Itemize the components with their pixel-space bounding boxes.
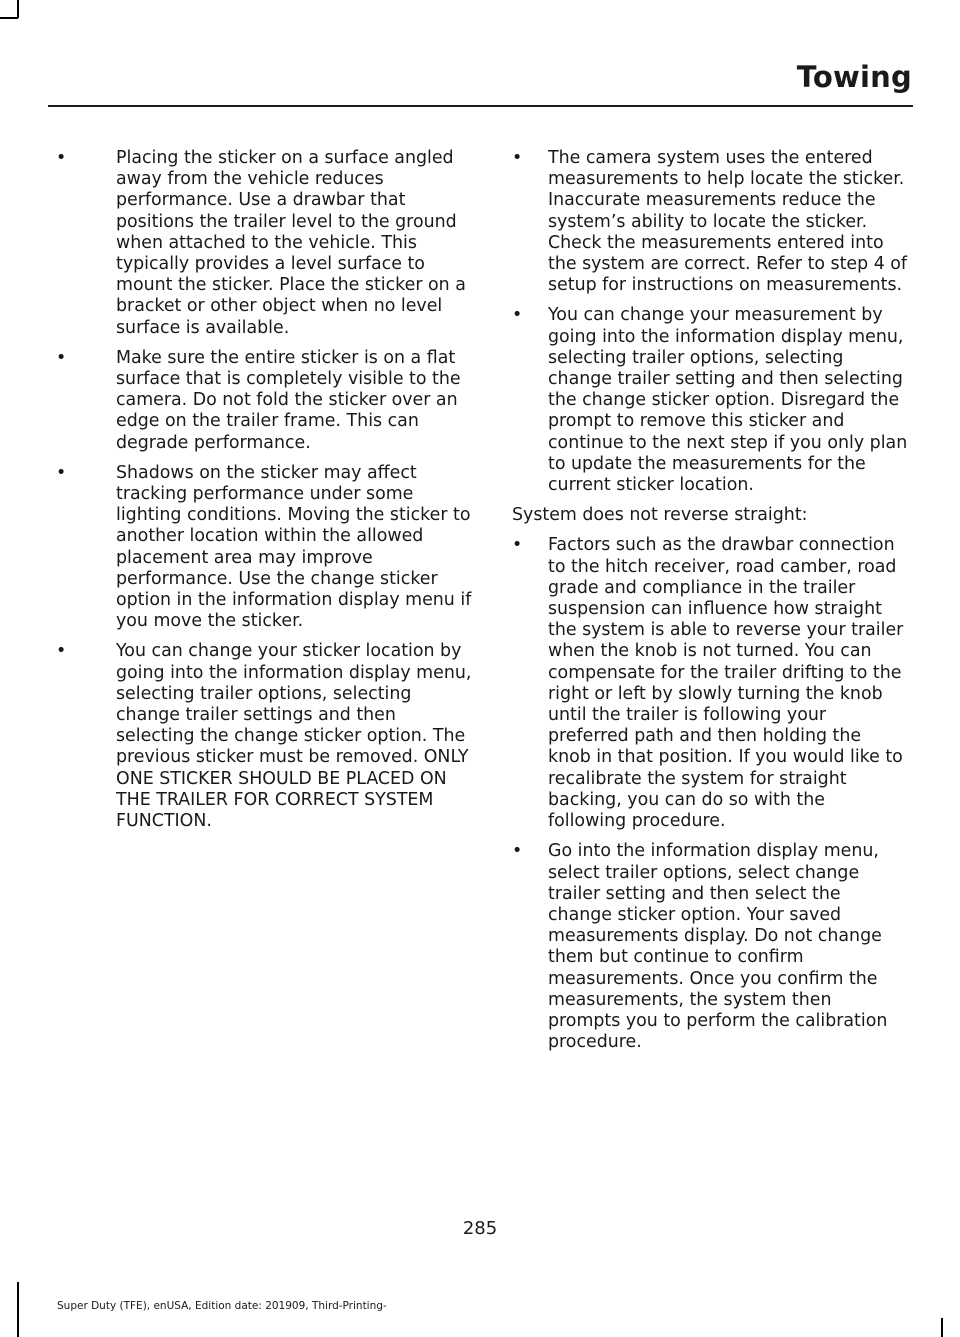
list-item-text: Shadows on the sticker may affect tracking performance under some lighting conditions. Moving the sticker to another location within the allowed placement area may improve performance. Use the change sticker option in the information display menu if you move the sticker. [116, 462, 472, 632]
list-item-text: You can change your measurement by going into the information display menu, selecting trailer options, selecting change trailer setting and then selecting the change sticker option. Disregard the prompt to remove this sticker and continue to the next step if you only plan to update the measurements for the current sticker location. [548, 305, 908, 496]
right-bullet-list-top [512, 148, 908, 496]
bullet-glyph: • [512, 535, 523, 556]
bullet-glyph: • [56, 641, 67, 662]
page-number: 285 [462, 1218, 498, 1239]
list-item [512, 148, 908, 296]
crop-mark-top-left-horizontal [0, 17, 18, 19]
bullet-glyph: • [512, 148, 523, 168]
list-item-text: Go into the information display menu, select trailer options, select change trailer setting and then select the change sticker option. Your saved measurements display. Do not change them but continue to confirm measurements. Once you confirm the measurements, the system then prompts you to perform the calibration procedure. [548, 841, 888, 1053]
crop-mark-bottom-right-vertical [941, 1318, 943, 1337]
right-bullet-list-bottom [512, 535, 908, 1053]
crop-mark-bottom-left-vertical [17, 1282, 19, 1337]
list-item-text: You can change your sticker location by going into the information display menu, selecting trailer options, selecting change trailer settings and then selecting the change sticker option. The previous sticker must be removed. ONLY ONE STICKER SHOULD BE PLACED ON THE TRAILER FOR CORRECT SYSTEM FUNCTION. [116, 641, 472, 832]
footer-edition-info: Super Duty (TFE), enUSA, Edition date: 201909, Third-Printing- [57, 1300, 387, 1312]
list-item [512, 305, 908, 496]
list-item [56, 348, 476, 454]
bullet-glyph: • [512, 305, 523, 326]
crop-mark-top-left-vertical [17, 0, 19, 18]
list-item [56, 641, 476, 832]
list-item-text: Make sure the entire sticker is on a flat surface that is completely visible to the camera. Do not fold the sticker over an edge on the trailer frame. This can degrade performance. [116, 347, 461, 453]
list-item [56, 148, 476, 339]
bullet-glyph: • [56, 347, 67, 368]
header-divider [48, 105, 913, 107]
list-item [512, 535, 908, 832]
bullet-glyph: • [56, 148, 67, 168]
bullet-glyph: • [56, 462, 67, 483]
bullet-glyph: • [512, 841, 523, 862]
left-column [56, 148, 476, 841]
list-item-text: Factors such as the drawbar connection to the hitch receiver, road camber, road grade and compliance in the trailer suspension can influence how straight the system is able to reverse your trailer when the knob is not turned. You can compensate for the trailer drifting to the right or left by slowly turning the knob until the trailer is following your preferred path and then holding the knob in that position. If you would like to recalibrate the system for straight backing, you can do so with the following procedure. [548, 535, 904, 832]
list-item [512, 841, 908, 1053]
list-item-text: Placing the sticker on a surface angled away from the vehicle reduces performance. Use a drawbar that positions the trailer level to the ground when attached to the vehicle. This typically provides a level surface to mount the sticker. Place the sticker on a bracket or other object when no level surface is available. [116, 148, 466, 338]
section-subheading: System does not reverse straight: [512, 505, 808, 526]
page-title: Towing [796, 60, 912, 94]
list-item-text: The camera system uses the entered measurements to help locate the sticker. Inaccurate measurements reduce the system’s ability to locate the sticker. Check the measurements entered into the system are correct. Refer to step 4 of setup for instructions on measurements. [548, 148, 908, 296]
right-column [512, 148, 908, 1062]
list-item [56, 463, 476, 633]
left-bullet-list [56, 148, 476, 832]
